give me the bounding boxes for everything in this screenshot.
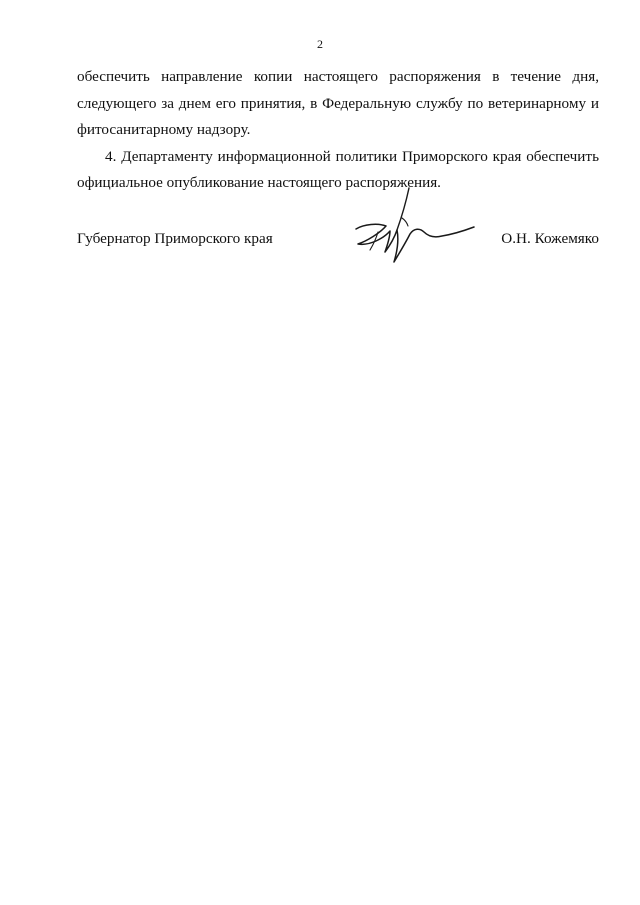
paragraph-continuation: обеспечить направление копии настоящего распоряжения в течение дня, следующего за днем его принятия, в Федеральную службу по ветеринарному и фитосанитарному надзору. [77, 68, 599, 138]
page-number: 2 [317, 37, 323, 51]
signatory-title: Губернатор Приморского края [77, 230, 273, 247]
signature-block [77, 229, 599, 253]
paragraph-item-4: 4. Департаменту информационной политики Приморского края обеспечить официальное опубликование настоящего распоряжения. [77, 147, 599, 191]
signatory-name: О.Н. Кожемяко [501, 230, 599, 247]
handwritten-signature-icon [350, 186, 476, 264]
document-body [77, 64, 599, 197]
